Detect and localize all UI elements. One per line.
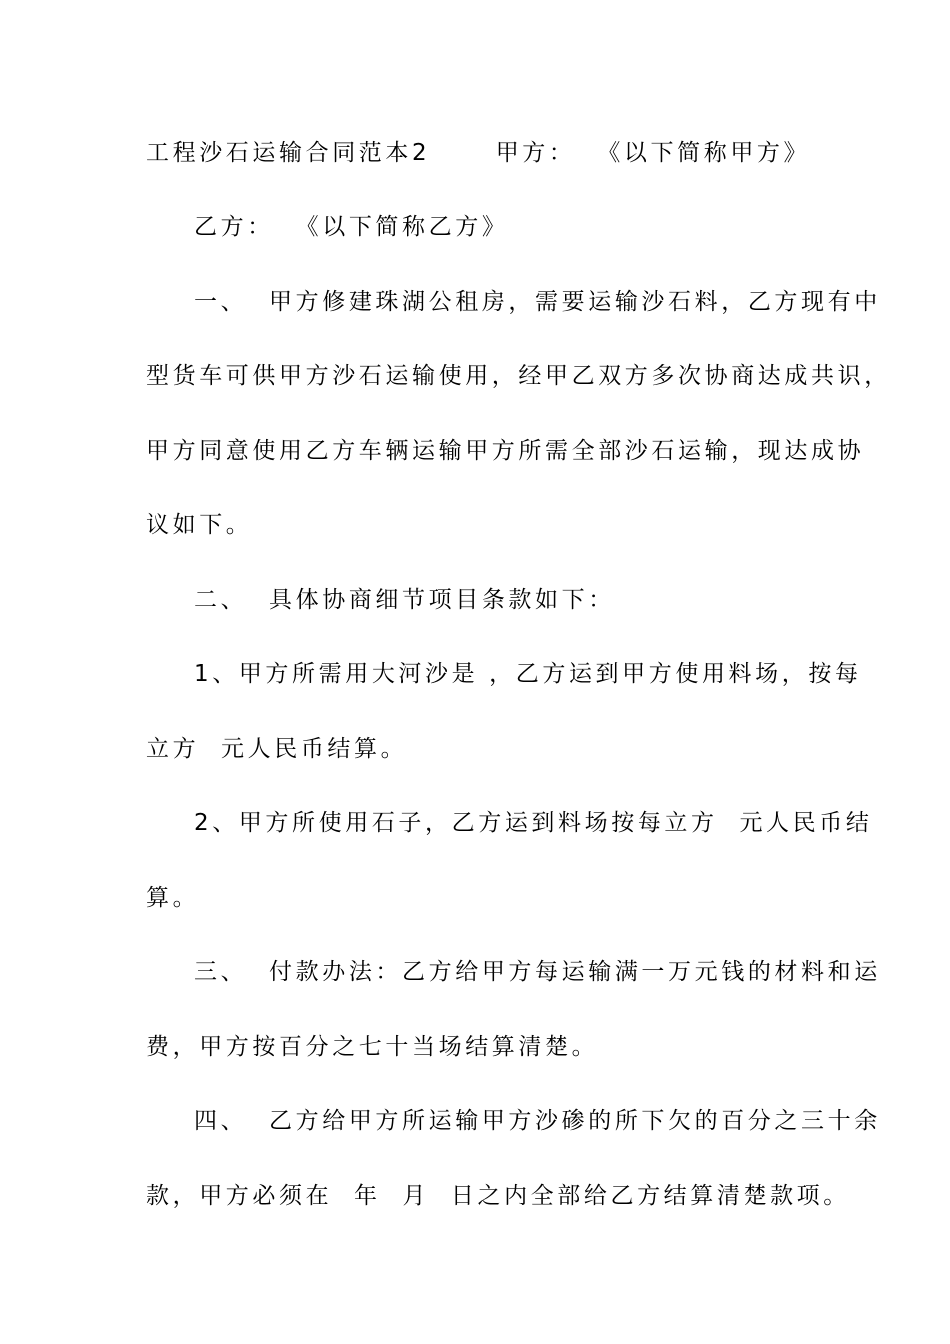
paragraph-line: 二、 具体协商细节项目条款如下：	[194, 587, 615, 613]
paragraph-line: 型货车可供甲方沙石运输使用，经甲乙双方多次协商达成共识，	[146, 363, 891, 389]
paragraph-line: 三、 付款办法：乙方给甲方每运输满一万元钱的材料和运	[194, 959, 881, 985]
paragraph-line: 2、甲方所使用石子，乙方运到料场按每立方 元人民币结	[194, 810, 873, 836]
title-line: 工程沙石运输合同范本2 甲方： 《以下简称甲方》	[146, 140, 811, 166]
paragraph-line: 款，甲方必须在 年 月 日之内全部给乙方结算清楚款项。	[146, 1183, 850, 1209]
paragraph-line: 费，甲方按百分之七十当场结算清楚。	[146, 1034, 599, 1060]
paragraph-line: 1、甲方所需用大河沙是 ，乙方运到甲方使用料场，按每	[194, 661, 862, 687]
paragraph-line: 算。	[146, 885, 200, 911]
party-b-line: 乙方： 《以下简称乙方》	[194, 214, 509, 240]
paragraph-line: 立方 元人民币结算。	[146, 736, 408, 762]
paragraph-line: 甲方同意使用乙方车辆运输甲方所需全部沙石运输，现达成协	[146, 438, 865, 464]
paragraph-line: 议如下。	[146, 512, 253, 538]
paragraph-line: 四、 乙方给甲方所运输甲方沙碜的所下欠的百分之三十余	[194, 1108, 881, 1134]
paragraph-line: 一、 甲方修建珠湖公租房，需要运输沙石料，乙方现有中	[194, 289, 881, 315]
